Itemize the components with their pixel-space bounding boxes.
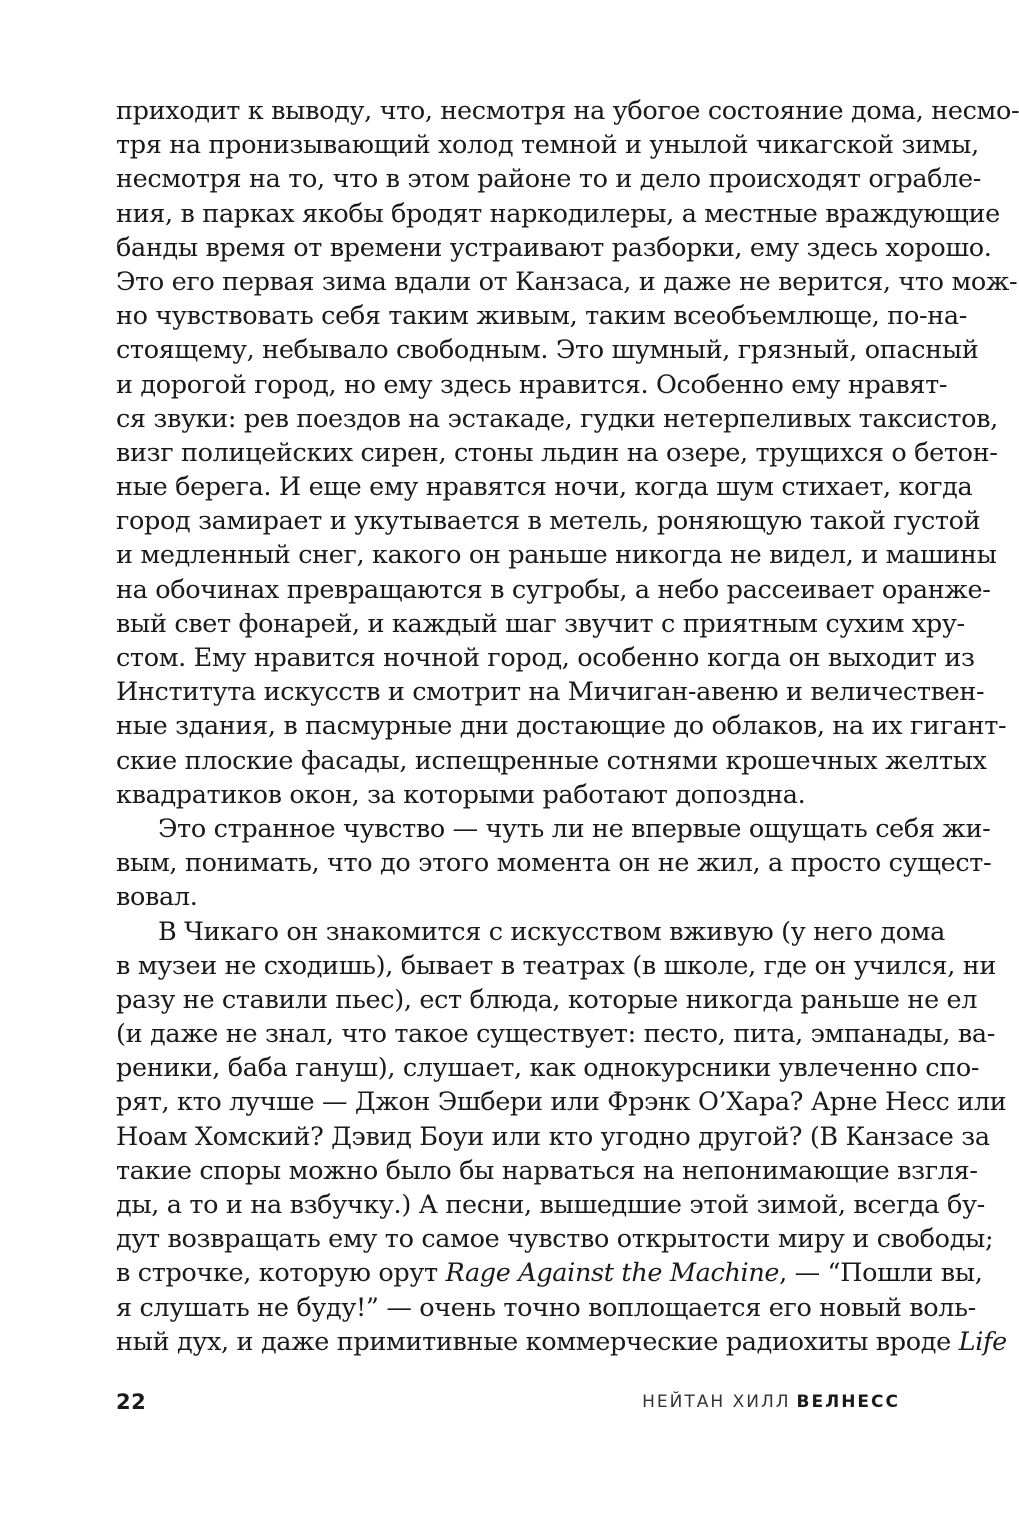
text-line xyxy=(116,1256,983,1290)
page-footer xyxy=(116,1390,900,1420)
text-line: и дорогой город, но ему здесь нравится. Особенно ему нравят- xyxy=(116,369,948,400)
text-line: ные берега. И еще ему нравятся ночи, когда шум стихает, когда xyxy=(116,472,973,503)
text-line: Института искусств и смотрит на Мичиган-авеню и величествен- xyxy=(116,677,985,708)
text-line: визг полицейских сирен, стоны льдин на озере, трущихся о бетон- xyxy=(116,437,998,468)
book-title: ВЕЛНЕСС xyxy=(796,1392,900,1412)
text-line: приходит к выводу, что, несмотря на убогое состояние дома, несмо- xyxy=(116,96,1019,126)
text-line: Ноам Хомский? Дэвид Боуи или кто угодно другой? (В Канзасе за xyxy=(116,1121,990,1152)
text-line: стом. Ему нравится ночной город, особенно когда он выходит из xyxy=(116,643,975,673)
text-line: банды время от времени устраивают разборки, ему здесь хорошо. xyxy=(116,232,992,263)
text-line: на обочинах превращаются в сугробы, а небо рассеивает оранже- xyxy=(116,574,991,605)
text-line: несмотря на то, что в этом районе то и дело происходят ограбле- xyxy=(116,164,982,195)
text-line: город замирает и укутывается в метель, роняющую такой густой xyxy=(116,506,981,537)
text-line: дут возвращать ему то самое чувство открытости миру и свободы; xyxy=(116,1224,994,1255)
text-line: ния, в парках якобы бродят наркодилеры, а местные враждующие xyxy=(116,198,1000,229)
text-line: вый свет фонарей, и каждый шаг звучит с приятным сухим хру- xyxy=(116,608,965,639)
author-name: НЕЙТАН ХИЛЛ xyxy=(642,1392,791,1412)
text-fragment: ный дух, и даже примитивные коммерческие радиохиты вроде xyxy=(116,1326,959,1357)
text-line: я слушать не буду!” — очень точно воплощается его новый воль- xyxy=(116,1292,976,1323)
text-line: ся звуки: рев поездов на эстакаде, гудки нетерпеливых таксистов, xyxy=(116,403,998,434)
running-head xyxy=(642,1392,900,1412)
text-line: квадратиков окон, за которыми работают допоздна. xyxy=(116,779,806,810)
text-line: разу не ставили пьес), ест блюда, которые никогда раньше не ел xyxy=(116,984,978,1015)
text-fragment: , — “Пошли вы, xyxy=(779,1258,983,1289)
text-line: Это его первая зима вдали от Канзаса, и даже не верится, что мож- xyxy=(116,266,1018,297)
body-text xyxy=(116,94,1019,1359)
band-name: Rage Against the Machine xyxy=(445,1258,780,1289)
text-line: ские плоские фасады, испещренные сотнями крошечных желтых xyxy=(116,745,987,776)
text-line: ды, а то и на взбучку.) А песни, вышедшие этой зимой, всегда бу- xyxy=(116,1190,985,1220)
text-line: вовал. xyxy=(116,882,198,913)
text-line: В Чикаго он знакомится с искусством вживую (у него дома xyxy=(158,916,945,947)
text-line: тря на пронизывающий холод темной и унылой чикагской зимы, xyxy=(116,130,979,161)
text-line: Это странное чувство — чуть ли не впервые ощущать себя жи- xyxy=(158,813,991,844)
text-line xyxy=(116,1325,1007,1359)
text-line: вым, понимать, что до этого момента он не жил, а просто сущест- xyxy=(116,848,992,879)
text-line: (и даже не знал, что такое существует: песто, пита, эмпанады, ва- xyxy=(116,1019,995,1050)
text-line: но чувствовать себя таким живым, таким всеобъемлюще, по-на- xyxy=(116,301,967,332)
text-line: ные здания, в пасмурные дни достающие до облаков, на их гигант- xyxy=(116,711,1007,742)
text-fragment: в строчке, которую орут xyxy=(116,1258,446,1289)
text-line: и медленный снег, какого он раньше никогда не видел, и машины xyxy=(116,540,997,571)
song-title: Life xyxy=(958,1326,1007,1357)
text-line: стоящему, небывало свободным. Это шумный, грязный, опасный xyxy=(116,335,979,366)
text-line: такие споры можно было бы нарваться на непонимающие взгля- xyxy=(116,1155,978,1186)
text-line: рят, кто лучше — Джон Эшбери или Фрэнк О’Хара? Арне Несс или xyxy=(116,1087,1007,1118)
page-number: 22 xyxy=(116,1390,147,1414)
text-line: реники, баба гануш), слушает, как однокурсники увлеченно спо- xyxy=(116,1053,980,1084)
text-line: в музеи не сходишь), бывает в театрах (в школе, где он учился, ни xyxy=(116,950,997,981)
